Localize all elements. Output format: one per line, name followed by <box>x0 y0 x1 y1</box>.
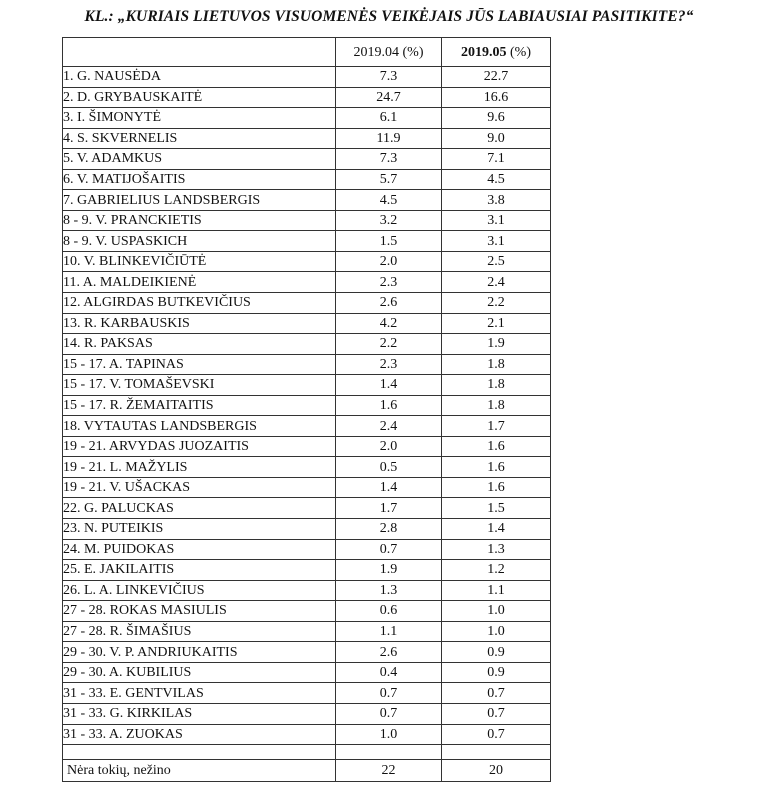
value-2019-05-cell: 4.5 <box>442 169 551 190</box>
value-2019-05-cell: 1.6 <box>442 457 551 478</box>
trust-poll-table <box>62 37 551 782</box>
footer-label-cell: Nėra tokių, nežino <box>63 760 336 782</box>
value-2019-05-cell: 9.6 <box>442 108 551 129</box>
person-name-cell: 31 - 33. E. GENTVILAS <box>63 683 336 704</box>
person-name-cell: 24. M. PUIDOKAS <box>63 539 336 560</box>
person-name-cell: 6. V. MATIJOŠAITIS <box>63 169 336 190</box>
table-row <box>63 436 551 457</box>
value-2019-04-cell: 11.9 <box>336 128 442 149</box>
person-name-cell: 4. S. SKVERNELIS <box>63 128 336 149</box>
table-row <box>63 190 551 211</box>
value-2019-05-cell: 2.4 <box>442 272 551 293</box>
footer-value-2019-04-cell: 22 <box>336 760 442 782</box>
value-2019-04-cell: 0.7 <box>336 703 442 724</box>
table-row <box>63 683 551 704</box>
value-2019-04-cell: 4.5 <box>336 190 442 211</box>
table-row <box>63 580 551 601</box>
person-name-cell: 1. G. NAUSĖDA <box>63 67 336 88</box>
table-row <box>63 601 551 622</box>
person-name-cell: 5. V. ADAMKUS <box>63 149 336 170</box>
person-name-cell: 11. A. MALDEIKIENĖ <box>63 272 336 293</box>
table-row <box>63 395 551 416</box>
table-row <box>63 416 551 437</box>
value-2019-04-cell: 1.5 <box>336 231 442 252</box>
person-name-cell: 19 - 21. ARVYDAS JUOZAITIS <box>63 436 336 457</box>
value-2019-05-cell: 3.1 <box>442 210 551 231</box>
table-row <box>63 621 551 642</box>
person-name-cell: 10. V. BLINKEVIČIŪTĖ <box>63 251 336 272</box>
value-2019-04-cell: 1.1 <box>336 621 442 642</box>
value-2019-04-cell: 0.4 <box>336 662 442 683</box>
empty-cell <box>63 745 336 760</box>
person-name-cell: 27 - 28. ROKAS MASIULIS <box>63 601 336 622</box>
table-row <box>63 128 551 149</box>
value-2019-05-cell: 1.1 <box>442 580 551 601</box>
table-row <box>63 169 551 190</box>
value-2019-04-cell: 0.7 <box>336 539 442 560</box>
value-2019-04-cell: 3.2 <box>336 210 442 231</box>
person-name-cell: 15 - 17. V. TOMAŠEVSKI <box>63 375 336 396</box>
table-row <box>63 498 551 519</box>
value-2019-04-cell: 0.5 <box>336 457 442 478</box>
table-row <box>63 477 551 498</box>
value-2019-05-cell: 0.7 <box>442 703 551 724</box>
header-col-2019-05-unit: (%) <box>506 44 531 60</box>
value-2019-05-cell: 3.1 <box>442 231 551 252</box>
person-name-cell: 15 - 17. A. TAPINAS <box>63 354 336 375</box>
table-row <box>63 313 551 334</box>
table-header-row <box>63 38 551 67</box>
person-name-cell: 15 - 17. R. ŽEMAITAITIS <box>63 395 336 416</box>
value-2019-04-cell: 2.0 <box>336 251 442 272</box>
header-col-2019-04: 2019.04 (%) <box>336 38 442 67</box>
spacer-row <box>63 745 551 760</box>
person-name-cell: 8 - 9. V. USPASKICH <box>63 231 336 252</box>
table-row <box>63 251 551 272</box>
table-row <box>63 560 551 581</box>
value-2019-04-cell: 1.3 <box>336 580 442 601</box>
value-2019-05-cell: 1.8 <box>442 354 551 375</box>
value-2019-05-cell: 16.6 <box>442 87 551 108</box>
value-2019-04-cell: 1.4 <box>336 477 442 498</box>
value-2019-05-cell: 0.7 <box>442 724 551 745</box>
table-row <box>63 642 551 663</box>
value-2019-04-cell: 1.4 <box>336 375 442 396</box>
value-2019-05-cell: 1.6 <box>442 477 551 498</box>
person-name-cell: 19 - 21. L. MAŽYLIS <box>63 457 336 478</box>
person-name-cell: 31 - 33. A. ZUOKAS <box>63 724 336 745</box>
table-row <box>63 703 551 724</box>
table-row <box>63 293 551 314</box>
value-2019-05-cell: 2.1 <box>442 313 551 334</box>
person-name-cell: 12. ALGIRDAS BUTKEVIČIUS <box>63 293 336 314</box>
value-2019-04-cell: 2.2 <box>336 334 442 355</box>
table-row <box>63 662 551 683</box>
person-name-cell: 14. R. PAKSAS <box>63 334 336 355</box>
value-2019-04-cell: 2.0 <box>336 436 442 457</box>
person-name-cell: 31 - 33. G. KIRKILAS <box>63 703 336 724</box>
value-2019-05-cell: 1.8 <box>442 375 551 396</box>
person-name-cell: 8 - 9. V. PRANCKIETIS <box>63 210 336 231</box>
value-2019-05-cell: 0.9 <box>442 662 551 683</box>
value-2019-04-cell: 6.1 <box>336 108 442 129</box>
value-2019-04-cell: 0.7 <box>336 683 442 704</box>
empty-cell <box>442 745 551 760</box>
value-2019-04-cell: 24.7 <box>336 87 442 108</box>
person-name-cell: 19 - 21. V. UŠACKAS <box>63 477 336 498</box>
value-2019-04-cell: 2.6 <box>336 293 442 314</box>
table-row <box>63 519 551 540</box>
value-2019-04-cell: 2.4 <box>336 416 442 437</box>
person-name-cell: 23. N. PUTEIKIS <box>63 519 336 540</box>
page-title: KL.: „KURIAIS LIETUVOS VISUOMENĖS VEIKĖJAIS JŪS LABIAUSIAI PASITIKITE?“ <box>84 8 694 25</box>
value-2019-04-cell: 2.6 <box>336 642 442 663</box>
person-name-cell: 2. D. GRYBAUSKAITĖ <box>63 87 336 108</box>
person-name-cell: 29 - 30. A. KUBILIUS <box>63 662 336 683</box>
value-2019-05-cell: 3.8 <box>442 190 551 211</box>
table-row <box>63 724 551 745</box>
value-2019-04-cell: 7.3 <box>336 67 442 88</box>
table-row <box>63 354 551 375</box>
table-row <box>63 149 551 170</box>
person-name-cell: 13. R. KARBAUSKIS <box>63 313 336 334</box>
value-2019-05-cell: 22.7 <box>442 67 551 88</box>
value-2019-04-cell: 5.7 <box>336 169 442 190</box>
person-name-cell: 25. E. JAKILAITIS <box>63 560 336 581</box>
value-2019-04-cell: 1.9 <box>336 560 442 581</box>
value-2019-05-cell: 1.8 <box>442 395 551 416</box>
value-2019-04-cell: 1.0 <box>336 724 442 745</box>
value-2019-05-cell: 0.7 <box>442 683 551 704</box>
table-row <box>63 375 551 396</box>
value-2019-04-cell: 7.3 <box>336 149 442 170</box>
table-row <box>63 272 551 293</box>
table-row <box>63 210 551 231</box>
person-name-cell: 27 - 28. R. ŠIMAŠIUS <box>63 621 336 642</box>
table-row <box>63 457 551 478</box>
value-2019-05-cell: 1.7 <box>442 416 551 437</box>
table-row <box>63 67 551 88</box>
value-2019-05-cell: 0.9 <box>442 642 551 663</box>
header-col-2019-05-date: 2019.05 <box>461 44 507 60</box>
value-2019-04-cell: 1.6 <box>336 395 442 416</box>
header-empty-cell <box>63 38 336 67</box>
person-name-cell: 26. L. A. LINKEVIČIUS <box>63 580 336 601</box>
table-row <box>63 539 551 560</box>
value-2019-04-cell: 2.3 <box>336 272 442 293</box>
footer-row <box>63 760 551 782</box>
value-2019-05-cell: 1.3 <box>442 539 551 560</box>
table-body <box>63 38 551 782</box>
empty-cell <box>336 745 442 760</box>
person-name-cell: 7. GABRIELIUS LANDSBERGIS <box>63 190 336 211</box>
table-row <box>63 231 551 252</box>
person-name-cell: 18. VYTAUTAS LANDSBERGIS <box>63 416 336 437</box>
table-row <box>63 334 551 355</box>
value-2019-04-cell: 0.6 <box>336 601 442 622</box>
value-2019-04-cell: 2.8 <box>336 519 442 540</box>
value-2019-05-cell: 9.0 <box>442 128 551 149</box>
table-row <box>63 87 551 108</box>
person-name-cell: 3. I. ŠIMONYTĖ <box>63 108 336 129</box>
value-2019-05-cell: 1.5 <box>442 498 551 519</box>
value-2019-04-cell: 4.2 <box>336 313 442 334</box>
value-2019-05-cell: 1.0 <box>442 601 551 622</box>
header-col-2019-05 <box>442 38 551 67</box>
table-row <box>63 108 551 129</box>
value-2019-05-cell: 1.4 <box>442 519 551 540</box>
person-name-cell: 29 - 30. V. P. ANDRIUKAITIS <box>63 642 336 663</box>
footer-value-2019-05-cell: 20 <box>442 760 551 782</box>
value-2019-04-cell: 2.3 <box>336 354 442 375</box>
value-2019-05-cell: 2.5 <box>442 251 551 272</box>
person-name-cell: 22. G. PALUCKAS <box>63 498 336 519</box>
value-2019-05-cell: 1.9 <box>442 334 551 355</box>
value-2019-05-cell: 2.2 <box>442 293 551 314</box>
value-2019-05-cell: 1.6 <box>442 436 551 457</box>
value-2019-05-cell: 7.1 <box>442 149 551 170</box>
value-2019-04-cell: 1.7 <box>336 498 442 519</box>
value-2019-05-cell: 1.2 <box>442 560 551 581</box>
value-2019-05-cell: 1.0 <box>442 621 551 642</box>
